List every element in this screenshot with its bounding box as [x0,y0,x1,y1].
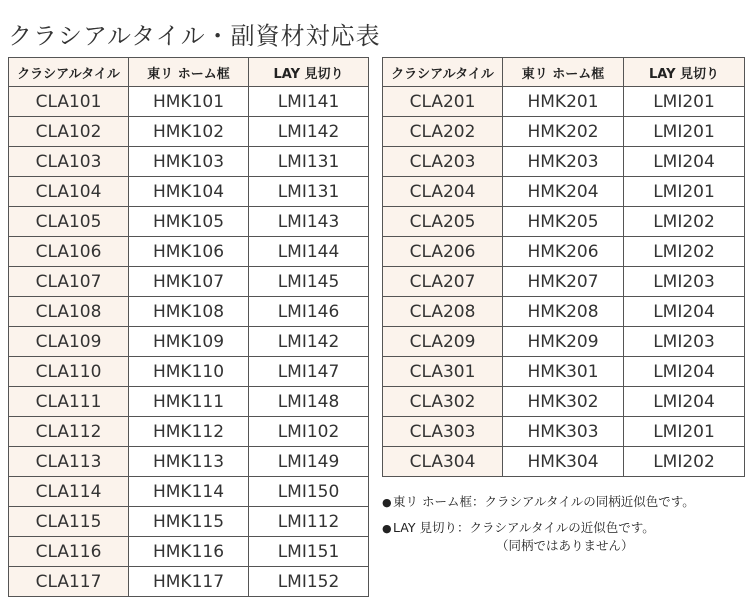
home-frame-code-cell: HMK304 [503,447,624,477]
tile-code-cell: CLA207 [383,267,503,297]
tile-code-cell: CLA301 [383,357,503,387]
home-frame-code-cell: HMK104 [129,177,249,207]
table-row [9,357,369,387]
tile-code-cell: CLA206 [383,237,503,267]
tile-code-cell: CLA204 [383,177,503,207]
lay-edge-code-cell: LMI201 [624,177,745,207]
table-row [9,387,369,417]
table-row [9,267,369,297]
home-frame-code-cell: HMK101 [129,87,249,117]
home-frame-code-cell: HMK203 [503,147,624,177]
lay-edge-code-cell: LMI204 [624,357,745,387]
note-lay-edge-sub: （同柄ではありません） [496,538,634,553]
tile-code-cell: CLA302 [383,387,503,417]
lay-edge-code-cell: LMI150 [249,477,369,507]
lay-edge-code-cell: LMI152 [249,567,369,597]
home-frame-code-cell: HMK207 [503,267,624,297]
header-home-frame: 東リ ホーム框 [129,58,249,87]
home-frame-code-cell: HMK109 [129,327,249,357]
lay-edge-code-cell: LMI142 [249,117,369,147]
table-row [383,237,745,267]
lay-edge-code-cell: LMI203 [624,327,745,357]
left-correspondence-table [8,57,369,597]
table-row [383,327,745,357]
tile-code-cell: CLA107 [9,267,129,297]
lay-edge-code-cell: LMI204 [624,297,745,327]
tile-code-cell: CLA203 [383,147,503,177]
lay-edge-code-cell: LMI201 [624,117,745,147]
tile-code-cell: CLA102 [9,117,129,147]
table-row [9,537,369,567]
lay-edge-code-cell: LMI202 [624,447,745,477]
lay-edge-code-cell: LMI149 [249,447,369,477]
home-frame-code-cell: HMK110 [129,357,249,387]
lay-edge-code-cell: LMI143 [249,207,369,237]
header-tile: クラシアルタイル [383,58,503,87]
note-lay-edge [382,519,750,537]
home-frame-code-cell: HMK302 [503,387,624,417]
home-frame-code-cell: HMK102 [129,117,249,147]
home-frame-code-cell: HMK204 [503,177,624,207]
note-home-frame [382,493,750,511]
table-row [9,447,369,477]
tile-code-cell: CLA201 [383,87,503,117]
table-row [383,357,745,387]
header-lay-edge: LAY 見切り [624,58,745,87]
tile-code-cell: CLA114 [9,477,129,507]
tile-code-cell: CLA303 [383,417,503,447]
lay-edge-code-cell: LMI102 [249,417,369,447]
lay-edge-code-cell: LMI145 [249,267,369,297]
tile-code-cell: CLA208 [383,297,503,327]
table-row [9,567,369,597]
tile-code-cell: CLA109 [9,327,129,357]
header-lay-edge: LAY 見切り [249,58,369,87]
home-frame-code-cell: HMK113 [129,447,249,477]
home-frame-code-cell: HMK115 [129,507,249,537]
lay-edge-code-cell: LMI146 [249,297,369,327]
table-row [9,477,369,507]
table-row [9,417,369,447]
table-row [9,147,369,177]
tile-code-cell: CLA205 [383,207,503,237]
tile-code-cell: CLA116 [9,537,129,567]
home-frame-code-cell: HMK205 [503,207,624,237]
table-row [383,297,745,327]
right-correspondence-table [382,57,745,477]
home-frame-code-cell: HMK201 [503,87,624,117]
table-row [383,177,745,207]
table-row [383,207,745,237]
table-row [9,87,369,117]
table-row [9,507,369,537]
tile-code-cell: CLA106 [9,237,129,267]
lay-edge-code-cell: LMI141 [249,87,369,117]
lay-edge-code-cell: LMI112 [249,507,369,537]
lay-edge-code-cell: LMI148 [249,387,369,417]
notes [382,493,750,554]
header-tile: クラシアルタイル [9,58,129,87]
lay-edge-code-cell: LMI202 [624,207,745,237]
lay-edge-code-cell: LMI204 [624,387,745,417]
tile-code-cell: CLA112 [9,417,129,447]
table-row [9,207,369,237]
tile-code-cell: CLA104 [9,177,129,207]
tile-code-cell: CLA209 [383,327,503,357]
home-frame-code-cell: HMK206 [503,237,624,267]
home-frame-code-cell: HMK202 [503,117,624,147]
lay-edge-code-cell: LMI204 [624,147,745,177]
tile-code-cell: CLA202 [383,117,503,147]
home-frame-code-cell: HMK303 [503,417,624,447]
table-row [9,237,369,267]
table-row [383,147,745,177]
tile-code-cell: CLA304 [383,447,503,477]
home-frame-code-cell: HMK105 [129,207,249,237]
home-frame-code-cell: HMK106 [129,237,249,267]
bullet-icon: ● [382,496,392,509]
tile-code-cell: CLA110 [9,357,129,387]
home-frame-code-cell: HMK301 [503,357,624,387]
tile-code-cell: CLA103 [9,147,129,177]
tile-code-cell: CLA115 [9,507,129,537]
table-row [9,297,369,327]
home-frame-code-cell: HMK117 [129,567,249,597]
lay-edge-code-cell: LMI131 [249,177,369,207]
home-frame-code-cell: HMK112 [129,417,249,447]
table-row [383,267,745,297]
tile-code-cell: CLA117 [9,567,129,597]
lay-edge-code-cell: LMI131 [249,147,369,177]
home-frame-code-cell: HMK116 [129,537,249,567]
table-row [383,117,745,147]
table-row [383,447,745,477]
lay-edge-code-cell: LMI151 [249,537,369,567]
tile-code-cell: CLA111 [9,387,129,417]
table-row [383,387,745,417]
note-text: 東リ ホーム框：クラシアルタイルの同柄近似色です。 [393,494,695,509]
tile-code-cell: CLA101 [9,87,129,117]
table-row [383,87,745,117]
lay-edge-code-cell: LMI203 [624,267,745,297]
table-row [9,117,369,147]
home-frame-code-cell: HMK208 [503,297,624,327]
table-row [9,327,369,357]
table-row [383,417,745,447]
home-frame-code-cell: HMK209 [503,327,624,357]
tile-code-cell: CLA113 [9,447,129,477]
home-frame-code-cell: HMK114 [129,477,249,507]
lay-edge-code-cell: LMI201 [624,417,745,447]
tile-code-cell: CLA108 [9,297,129,327]
home-frame-code-cell: HMK111 [129,387,249,417]
table-header-row [9,58,369,87]
lay-edge-code-cell: LMI144 [249,237,369,267]
tile-code-cell: CLA105 [9,207,129,237]
table-row [9,177,369,207]
bullet-icon: ● [382,522,392,535]
home-frame-code-cell: HMK103 [129,147,249,177]
header-home-frame: 東リ ホーム框 [503,58,624,87]
note-text: LAY 見切り：クラシアルタイルの近似色です。 [393,520,655,535]
lay-edge-code-cell: LMI147 [249,357,369,387]
table-header-row [383,58,745,87]
lay-edge-code-cell: LMI142 [249,327,369,357]
lay-edge-code-cell: LMI201 [624,87,745,117]
page-title: クラシアルタイル・副資材対応表 [8,22,381,50]
lay-edge-code-cell: LMI202 [624,237,745,267]
home-frame-code-cell: HMK108 [129,297,249,327]
home-frame-code-cell: HMK107 [129,267,249,297]
